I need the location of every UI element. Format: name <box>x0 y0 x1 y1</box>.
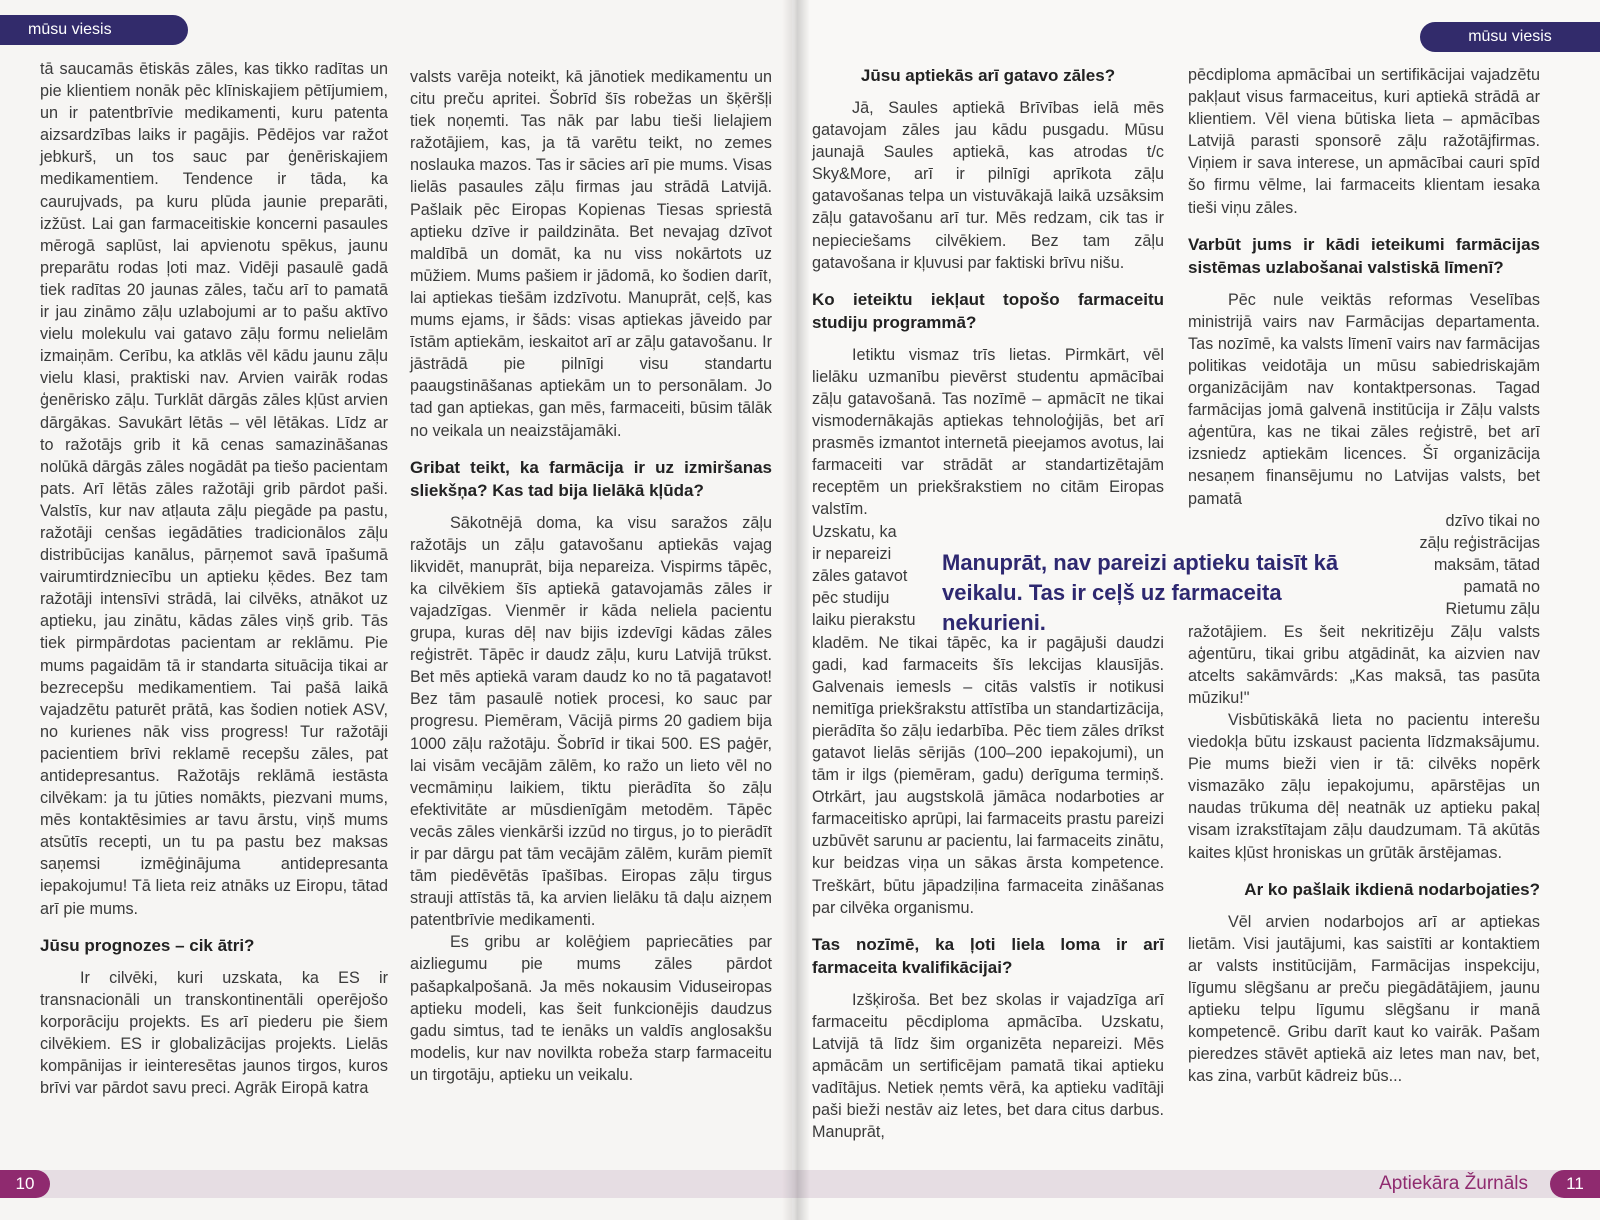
paragraph: Vēl arvien nodarbojos arī ar aptiekas lietām. Visi jautājumi, kas saistīti ar kontaktiem ar valsts institūcijām, Farmācijas inspekciju, līgumu slēgšanu ar preču piegādātājiem, jaunu aptieku telpu līgumu slēgšanu ir manā kompetencē. Gribu darīt kaut ko vairāk. Pašam pieredzes stāvēt aptiekā aiz letes man nav, bet, kas zina, varbūt kādreiz būs... <box>1188 912 1540 1086</box>
question-heading: Jūsu aptiekās arī gatavo zāles? <box>860 66 1116 85</box>
paragraph: Ir cilvēki, kuri uzskata, ka ES ir transnacionāli un transkontinentāli operējošo korporāciju projekts. Es arī piederu pie šiem cilvēkiem. ES ir globalizācijas projekts. Lielās kompānijas ir ieinteresētas jaunos tirgos, kuros brīvi var pārdot savu preci. Agrāk Eiropā katra <box>40 968 388 1098</box>
question-heading: Jūsu prognozes – cik ātri? <box>40 935 255 955</box>
question-heading: Gribat teikt, ka farmācija ir uz izmiršanas sliekšņa? Kas tad bija lielākā kļūda? <box>410 457 772 500</box>
question-heading: Tas nozīmē, ka ļoti liela loma ir arī farmaceita kvalifikācijai? <box>812 934 1164 977</box>
paragraph: Es gribu ar kolēģiem papriecāties par aizliegumu pie mums zāles pārdot pašapkalpošanā. Ja mēs nokausim Viduseiropas aptieku modeli, kas šeit funkcionējis daudzus gadu simtus, tad te ienāks un valdīs anglosakšu modelis, kur nav novilkta robeža starp farmaceitu un tirgotāju, aptieku un veikalu. <box>410 933 772 1084</box>
paragraph: pēcdiploma apmācībai un sertifikācijai vajadzētu pakļaut visus farmaceitus, kuri aptiekā strādā ar klientiem. Vēl viena būtiska lieta – apmācības Latvijā parasti sponsorē zāļu ražotājfirmas. Viņiem ir sava interese, un apmācībai cauri spīd šo firmu vēlme, lai farmaceits klientam iesaka tieši viņu zāles. <box>1188 66 1540 217</box>
left-page <box>0 0 792 1220</box>
wrap-line: pamatā no <box>1463 577 1540 596</box>
journal-name: Aptiekāra Žurnāls <box>1379 1173 1528 1194</box>
wrap-line: Uzskatu, ka <box>812 522 897 541</box>
wrap-line: pēc studiju <box>812 588 890 607</box>
paragraph: ražotājiem. Es šeit nekritizēju Zāļu valsts aģentūru, tikai gribu atgādināt, ka aizvien nav atcelts sakāmvārds: „Kas maksā, tas pasūta mūziku!" <box>1188 622 1540 707</box>
wrap-line: ir nepareizi <box>812 544 892 563</box>
paragraph: Izšķiroša. Bet bez skolas ir vajadzīga arī farmaceitu pēcdiploma apmācība. Uzskatu, Latvijā tā līdz šim organizēta nepareizi. Mēs apmācām un sertificējam pamatā tikai aptieku vadītājus. Netiek ņemts vērā, ka aptieku vadītāji paši bieži nestāv aiz letes, bet dara citus darbus. Manuprāt, <box>812 990 1164 1142</box>
wrap-line: zāles gatavot <box>812 566 908 585</box>
right-page <box>792 0 1600 1220</box>
wrap-line: dzīvo tikai no <box>1445 511 1540 530</box>
wrap-line: laiku pierakstu <box>812 610 916 629</box>
paragraph: Jā, Saules aptiekā Brīvības ielā mēs gatavojam zāles jau kādu pusgadu. Mūsu jaunajā Saules aptiekā, kas atrodas t/c Sky&More, arī ir pilnīgi aprīkota zāļu gatavošanas telpa un vistuvākajā laikā uzsāksim zāļu gatavošanu arī tur. Mēs redzam, cik tas ir nepieciešams cilvēkiem. Bez tam zāļu gatavošana ir kļuvusi par faktiski brīvu nišu. <box>812 99 1164 272</box>
wrap-line: maksām, tātad <box>1433 555 1540 574</box>
wrap-line: zāļu reģistrācijas <box>1419 533 1540 552</box>
paragraph: kladēm. Ne tikai tāpēc, ka ir pagājuši daudzi gadi, kad farmaceits šīs lekcijas klausījās. Galvenais iemesls – citās valstīs ir notikusi nemitīga priekšrakstu attīstība un standartizācija, pierādīta šo zāļu iedarbība. Pēc tiem zāles drīkst gatavot lielās sērijās (100–200 iepakojumi), un tām ir ilgs (piemēram, gadu) derīguma termiņš. Otrkārt, jau augstskolā jāmāca nodarboties ar farmaceitisko aprūpi, lai farmaceits prastu pareizi uzbūvēt sarunu ar pacientu, lai farmaceits zinātu, kur beidzas viņa un sākas ārsta kompetence. Treškārt, būtu jāpadziļina farmaceita zināšanas par cilvēka organismu. <box>812 633 1164 917</box>
question-heading: Ar ko pašlaik ikdienā nodarbojaties? <box>1244 879 1540 899</box>
page-number: 10 <box>0 1170 50 1198</box>
section-tag: mūsu viesis <box>0 15 188 45</box>
page-gutter-shadow <box>782 0 810 1220</box>
page-number: 11 <box>1550 1170 1600 1198</box>
pull-quote: Manuprāt, nav pareizi aptieku taisīt kā veikalu. Tas ir ceļš uz farmaceita nekurieni. <box>942 550 1339 635</box>
paragraph: Pēc nule veiktās reformas Veselības ministrijā vairs nav Farmācijas departamenta. Tas nozīmē, ka valsts līmenī vairs nav farmācijas politikas veidotāja un mūsu sabiedriskajām organizācijām nav kontaktpersonas. Tagad farmācijas jomā galvenā institūcija ir Zāļu valsts aģentūra, kas ne tikai zāles reģistrē, bet arī izsniedz aptiekām licences. Šī organizācija nesaņem finansējumu no Latvijas valsts, bet pamatā <box>1188 290 1540 508</box>
column-2 <box>410 66 772 1086</box>
column-1 <box>40 58 388 1099</box>
paragraph: Ietiktu vismaz trīs lietas. Pirmkārt, vēl lielāku uzmanību pievērst studentu apmācībai zāļu gatavošanā. Tas nozīmē – apmācīt ne tikai vismodernākajās aptiekas tehnoloģijās, bet arī prasmēs izmantot internetā pieejamos avotus, lai farmaceiti var strādāt ar standartizētajām receptēm un priekšrakstiem no citām Eiropas valstīm. <box>812 345 1164 519</box>
paragraph: Visbūtiskākā lieta no pacientu interešu viedokļa būtu izskaust pacienta līdzmaksājumu. Pie mums bieži vien ir tā: cilvēks nopērk vismazāko zāļu iepakojumu, apārstējas un naudas trūkuma dēļ neatnāk uz aptieku pakaļ visam izrakstītajam zāļu daudzumam. Tā akūtās kaites kļūst hroniskas un grūtāk ārstējamas. <box>1188 710 1540 862</box>
paragraph: Sākotnējā doma, ka visu saražos zāļu ražotājs un zāļu gatavošanu aptiekās vajag likvidēt, manuprāt, bija nepareiza. Vispirms tāpēc, ka cilvēkiem šīs aptiekā gatavojamās zāles ir vajadzīgas. Vienmēr ir kāda neliela pacientu grupa, kuras dēļ nav bijis izdevīgi kādas zāles reģistrēt. Tāpēc ir daudz zāļu, kuru Latvijā trūkst. Bet mēs aptiekā varam daudz ko no tā pagatavot! Bez tām pasaulē notiek procesi, ko sauc par progresu. Piemēram, Vācijā pirms 20 gadiem bija 1000 zāļu ražotāju. Šobrīd ir tikai 500. ES paģēr, lai visām vecājām zālēm, ko ražo un lieto vēl no vecmāmiņu laikiem, tiktu pierādīta šo zāļu efektivitāte ar mūsdienīgām metodēm. Tāpēc vecās zāles vienkārši izzūd no tirgus, jo to pierādīt ir par dārgu pat tām vecājām zālēm, kurām piemīt tām piedēvētās īpašības. Eiropas zāļu tirgus strauji attīstās tā, ka arvien lielāku tā daļu aizņem patentbrīvie medikamenti. <box>410 513 772 930</box>
section-tag: mūsu viesis <box>1420 22 1600 52</box>
question-heading: Varbūt jums ir kādi ieteikumi farmācijas sistēmas uzlabošanai valstiskā līmenī? <box>1188 234 1540 277</box>
paragraph: valsts varēja noteikt, kā jānotiek medikamentu un citu preču apritei. Šobrīd šīs robežas un šķēršļi tiek noņemti. Tas nāk par labu tieši lielajiem ražotājiem, kas, ja tā varētu teikt, no zemes noslauka mazos. Tas ir sācies arī pie mums. Visas lielās pasaules zāļu firmas jau strādā Latvijā. Pašlaik pēc Eiropas Kopienas Tiesas spriestā aptieku dzīve ir paildzināta. Bet nevajag dzīvot maldībā un domāt, ka nu viss nokārtots uz mūžiem. Mums pašiem ir jādomā, ko šodien darīt, lai aptiekas tiešām izdzīvotu. Manuprāt, ceļš, kas mums ejams, ir šāds: visas aptiekas jāveido par īstām aptiekām, ieskaitot arī ar zāļu gatavošanu. Ir jāstrādā pie pilnīgi visu standartu paaugstināšanas aptiekām un to personālam. Jo tad gan aptiekas, gan mēs, farmaceiti, būsim tālāk no veikala un neaizstājamāki. <box>410 68 772 440</box>
wrap-line: Rietumu zāļu <box>1445 599 1540 618</box>
paragraph: tā saucamās ētiskās zāles, kas tikko radītas un pie klientiem nonāk pēc klīniskajiem pētījumiem, un ir patentbrīvie medikamenti, kuru patenta aizsardzības laiks ir pagājis. Pēdējos var ražot jebkurš, un tos sauc par ģenēriskajiem medikamentiem. Tendence ir tāda, ka caurujvads, pa kuru plūda jaunie preparāti, izžūst. Lai gan farmaceitiskie koncerni pasaules mērogā saplūst, lai apvienotu spēkus, jaunu preparātu rodas ļoti maz. Vidēji pasaulē gadā tiek radītas 20 jaunas zāles, taču arī to pamatā ir jau zināmo zāļu uzlabojumi ar to pašu aktīvo vielu molekulu vai gatavo zāļu formu nelielām izmaiņām. Cerību, ka atklās vēl kādu jaunu zāļu vielu klasi, praktiski nav. Arvien vairāk rodas ģenērisko zāļu. Turklāt dārgās zāles kļūst arvien dārgākas. Savukārt lētās – vēl lētākas. Līdz ar to ražotājs grib it kā cenas samazināšanas nolūkā dārgās zāles nogādāt pa tiešo pacientam pats. Arī lētās zāles ražotāji grib pārdot paši. Valstīs, kur nav atļauta zāļu piegāde pa pastu, ražotāji cenšas iegādāties tradicionālos zāļu distribūcijas kanālus, pārņemot savā īpašumā vairumtirdzniecību un aptieku ķēdes. Bez tam ražotāji intensīvi strādā, lai cilvēks, atnākot uz aptieku, jau zinātu, kādas zāles viņš grib. Tās tiek pirmpārdotas pacientam ar reklāmu. Pie mums pagaidām tā ir standarta situācija tikai ar bezrecepšu medikamentiem. Tai pašā laikā vajadzētu paturēt prātā, kas šodien notiek ASV, no kurienes nāk viss progress! Tur ražotāji pacientiem brīvi reklamē recepšu zāles, pat antidepresantus. Ražotājs reklāmā iestāsta cilvēkam: ja tu jūties nomākts, piezvani mums, mēs kontaktēsimies ar tavu ārstu, viņš mums atsūtīs recepti, un tu pa pastu bez maksas saņemsi izmēģinājuma antidepresanta iepakojumu! Tā lieta reiz atnāks uz Eiropu, tātad arī pie mums. <box>40 60 388 918</box>
footer-bar <box>0 1170 792 1198</box>
question-heading: Ko ieteiktu iekļaut topošo farmaceitu studiju programmā? <box>812 289 1164 332</box>
